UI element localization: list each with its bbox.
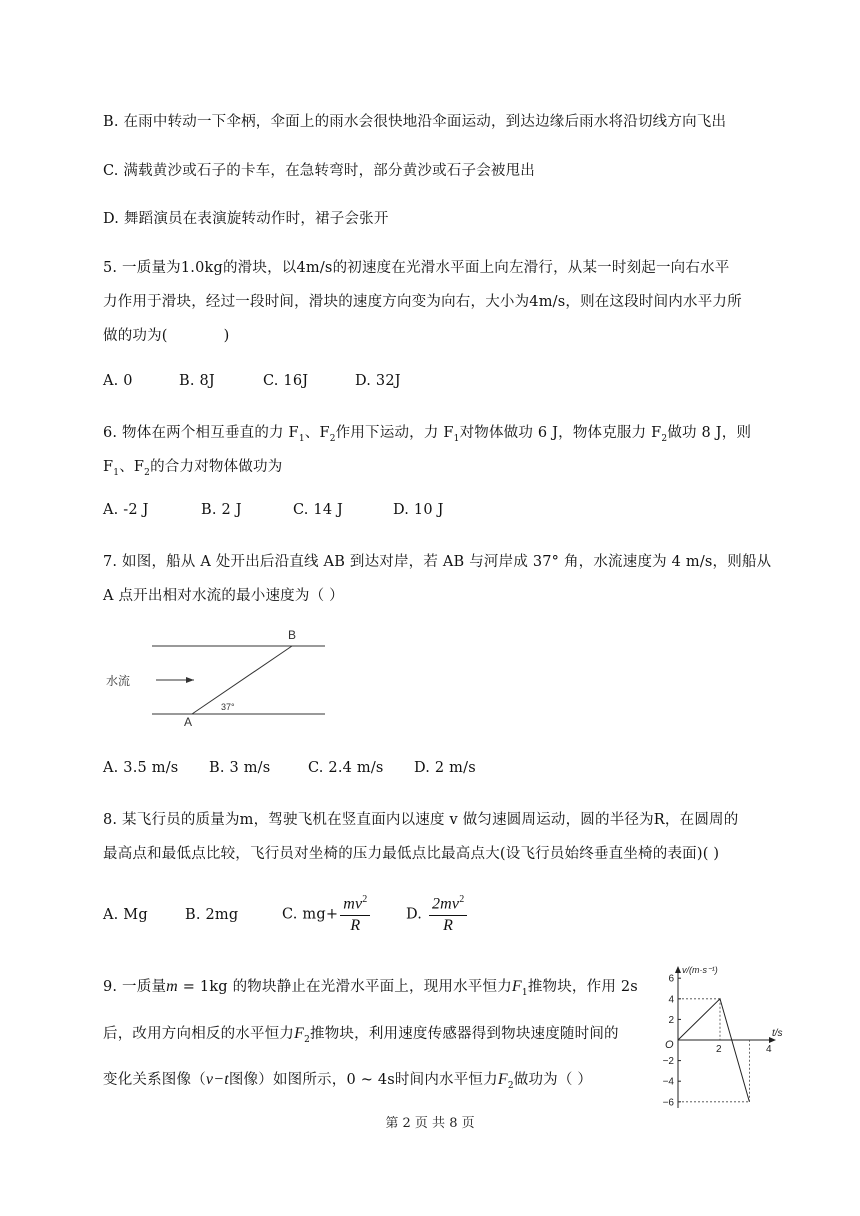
q5-option-b: B. 8J — [179, 373, 215, 389]
q6-option-b: B. 2 J — [201, 502, 242, 518]
var-f: F — [497, 1071, 508, 1088]
path-ab — [192, 646, 292, 714]
subscript: 1 — [298, 433, 305, 444]
q6-text: 对物体做功 6 J，物体克服力 F — [459, 425, 662, 441]
fraction-2mv2-over-r — [429, 894, 467, 935]
superscript: 2 — [362, 894, 368, 905]
q7-option-c: C. 2.4 m/s — [308, 760, 384, 776]
velocity-line — [678, 999, 749, 1102]
subscript: 1 — [113, 467, 120, 478]
x-tick-labels — [716, 1044, 772, 1055]
q5-stem-text: 做的功为( — [103, 328, 168, 344]
q9-text: 推物块，利用速度传感器得到物块速度随时间的 — [310, 1026, 619, 1042]
q9-text: 后，改用方向相反的水平恒力 — [103, 1026, 295, 1042]
q9-text: 图像）如图所示，0 ~ 4s时间内水平恒力 — [228, 1072, 498, 1088]
q6-option-d: D. 10 J — [393, 502, 444, 518]
x-tick-label: 2 — [716, 1044, 722, 1055]
q6-text: 6. 物体在两个相互垂直的力 F — [103, 425, 299, 441]
q7-option-a: A. 3.5 m/s — [103, 760, 179, 776]
q6-text: 的合力对物体做功为 — [150, 459, 283, 475]
denominator: R — [443, 916, 454, 934]
q6-text: 做功 8 J，则 — [667, 425, 752, 441]
q7-stem-line2: A 点开出相对水流的最小速度为（ ） — [103, 588, 344, 604]
q6-stem-line2 — [103, 455, 282, 478]
q9-text: = 1kg — [177, 979, 228, 995]
q5-option-c: C. 16J — [263, 373, 309, 389]
q8-option-d — [406, 894, 469, 935]
y-tick-label: 6 — [668, 973, 674, 985]
q6-text: 作用下运动，力 F — [335, 425, 454, 441]
fraction-mv2-over-r — [340, 894, 370, 935]
q8-stem-line2: 最高点和最低点比较，飞行员对坐椅的压力最低点比最高点大(设飞行员始终垂直坐椅的表面)( ) — [103, 846, 720, 862]
numerator: mv — [343, 895, 363, 913]
q6-option-a: A. -2 J — [103, 502, 149, 518]
q6-stem-line1 — [103, 421, 751, 444]
q8-options — [103, 894, 469, 935]
superscript: 2 — [459, 894, 465, 905]
q5-close-paren: ) — [223, 328, 230, 344]
q5-stem-line2: 力作用于滑块，经过一段时间，滑块的速度方向变为向右，大小为4m/s，则在这段时间内水平力所 — [103, 294, 742, 310]
subscript: 1 — [521, 987, 528, 998]
q7-options — [103, 760, 476, 776]
var-m: m — [166, 978, 178, 995]
q8-stem-line1: 8. 某飞行员的质量为m，驾驶飞机在竖直面内以速度 v 做匀速圆周运动，圆的半径为R，在圆周的 — [103, 812, 739, 828]
subscript: 2 — [661, 433, 668, 444]
x-axis-label: t/s — [772, 1028, 783, 1039]
q9-stem-line2 — [103, 1022, 619, 1045]
x-tick-label: 4 — [766, 1044, 772, 1055]
q9-stem-line3 — [103, 1068, 592, 1091]
flow-arrow-head — [186, 677, 194, 683]
q4-option-b: B. 在雨中转动一下伞柄，伞面上的雨水会很快地沿伞面运动，到达边缘后雨水将沿切线方向飞出 — [103, 114, 727, 130]
q7-option-b: B. 3 m/s — [209, 760, 271, 776]
q6-text: 、F — [304, 425, 330, 441]
q4-option-d: D. 舞蹈演员在表演旋转动作时，裙子会张开 — [103, 211, 389, 227]
denominator: R — [350, 916, 361, 934]
y-tick-label: 4 — [668, 994, 674, 1006]
dashed-guides — [678, 999, 749, 1102]
river-diagram — [100, 622, 330, 728]
q7-option-d: D. 2 m/s — [414, 760, 476, 776]
q8-option-a: A. Mg — [103, 906, 148, 923]
q8-option-d-text: D. — [406, 906, 423, 923]
y-tick-label: −2 — [662, 1056, 674, 1068]
y-tick-label: −4 — [662, 1076, 674, 1088]
var-f: F — [511, 978, 522, 995]
var-f: F — [294, 1025, 305, 1042]
label-a: A — [184, 715, 193, 728]
origin-label: O — [665, 1039, 674, 1051]
q8-option-b: B. 2mg — [185, 906, 239, 923]
q5-stem-line3 — [103, 324, 230, 345]
q9-text: 9. 一质量 — [103, 979, 167, 995]
q6-text: F — [103, 459, 114, 475]
q5-stem-line1: 5. 一质量为1.0kg的滑块，以4m/s的初速度在光滑水平面上向左滑行，从某一时刻起一向右水平 — [103, 260, 730, 276]
q9-stem-line1 — [103, 975, 638, 998]
var-vt: v−t — [205, 1071, 229, 1088]
q6-text: 、F — [119, 459, 145, 475]
subscript: 1 — [453, 433, 460, 444]
q4-option-c: C. 满载黄沙或石子的卡车，在急转弯时，部分黄沙或石子会被甩出 — [103, 163, 535, 179]
subscript: 2 — [144, 467, 151, 478]
label-water-flow: 水流 — [106, 674, 131, 688]
label-b: B — [288, 628, 297, 642]
vt-graph — [648, 962, 798, 1112]
q5-option-a: A. 0 — [103, 373, 133, 389]
y-axis-label: v/(m·s⁻¹) — [682, 965, 718, 975]
numerator: 2mv — [431, 895, 460, 913]
q6-options — [103, 502, 444, 518]
y-tick-label: 2 — [668, 1014, 674, 1026]
subscript: 2 — [304, 1034, 311, 1045]
q9-text: 推物块，作用 2s — [527, 979, 638, 995]
q9-text: 的物块静止在光滑水平面上，现用水平恒力 — [227, 979, 512, 995]
q7-stem-line1: 7. 如图，船从 A 处开出后沿直线 AB 到达对岸，若 AB 与河岸成 37° 角，水流速度为 4 m/s，则船从 — [103, 554, 772, 570]
subscript: 2 — [507, 1080, 514, 1091]
q9-text: 变化关系图像（ — [103, 1072, 206, 1088]
y-tick-label: −6 — [662, 1097, 674, 1109]
q8-option-c-text: C. mg+ — [282, 906, 339, 923]
y-axis-arrow — [675, 966, 681, 973]
q5-options — [103, 373, 401, 389]
q5-option-d: D. 32J — [355, 373, 401, 389]
page-footer: 第 2 页 共 8 页 — [385, 1116, 475, 1131]
q8-option-c — [282, 894, 406, 935]
subscript: 2 — [329, 433, 336, 444]
label-angle: 37° — [221, 702, 235, 712]
q6-option-c: C. 14 J — [293, 502, 344, 518]
q9-text: 做功为（ ） — [513, 1072, 593, 1088]
